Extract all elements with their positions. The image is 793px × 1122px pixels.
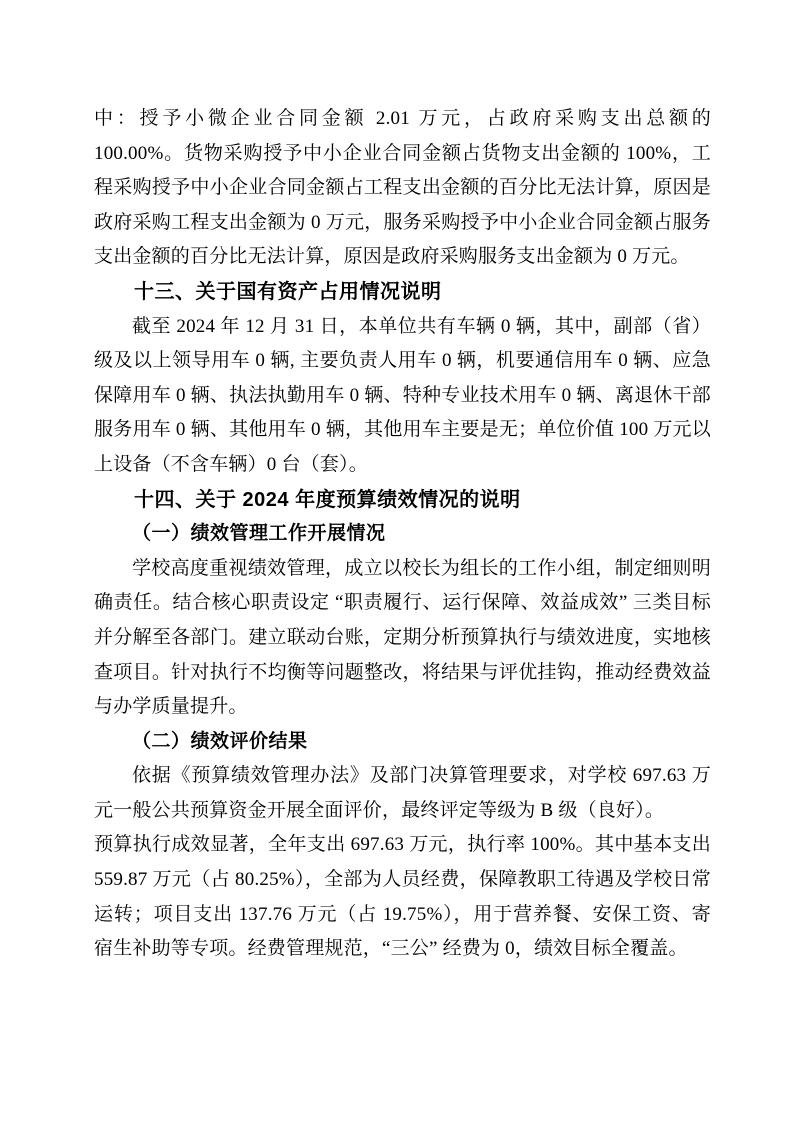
body-paragraph: 预算执行成效显著，全年支出 697.63 万元，执行率 100%。其中基本支出 559.87 万元（占 80.25%），全部为人员经费，保障教职工待遇及学校日常运转；项目支出 137.76 万元（占 19.75%），用于营养餐、安保工资、寄宿生补助等专项。经费管理规范，“三公” 经费为 0，绩效目标全覆盖。 xyxy=(94,834,711,960)
section-heading: 十三、关于国有资产占用情况说明 xyxy=(134,280,442,303)
sub-section-heading: （一）绩效管理工作开展情况 xyxy=(132,523,386,545)
document-text-block xyxy=(94,102,711,967)
body-paragraph: 依据《预算绩效管理办法》及部门决算管理要求，对学校 697.63 万元一般公共预算资金开展全面评价，最终评定等级为 B 级（良好）。 xyxy=(94,765,711,821)
body-paragraph: 中：授予小微企业合同金额 2.01 万元，占政府采购支出总额的 100.00%。货物采购授予中小企业合同金额占货物支出金额的 100%，工程采购授予中小企业合同金额占工程支出金额的百分比无法计算，原因是政府采购工程支出金额为 0 万元，服务采购授予中小企业合同金额占服务支出金额的百分比无法计算，原因是政府采购服务支出金额为 0 万元。 xyxy=(94,108,711,268)
sub-section-heading: （二）绩效评价结果 xyxy=(132,730,308,752)
body-paragraph: 学校高度重视绩效管理，成立以校长为组长的工作小组，制定细则明确责任。结合核心职责设定 “职责履行、运行保障、效益成效” 三类目标并分解至各部门。建立联动台账，定期分析预算执行与绩效进度，实地核查项目。针对执行不均衡等问题整改，将结果与评优挂钩，推动经费效益与办学质量提升。 xyxy=(94,557,711,718)
section-heading: 十四、关于 2024 年度预算绩效情况的说明 xyxy=(134,488,521,511)
body-paragraph: 截至 2024 年 12 月 31 日，本单位共有车辆 0 辆，其中，副部（省）级及以上领导用车 0 辆, 主要负责人用车 0 辆，机要通信用车 0 辆、应急保障用车 0 辆、执法执勤用车 0 辆、特种专业技术用车 0 辆、离退休干部服务用车 0 辆、其他用车 0 辆，其他用车主要是无；单位价值 100 万元以上设备（不含车辆）0 台（套）。 xyxy=(94,315,711,475)
